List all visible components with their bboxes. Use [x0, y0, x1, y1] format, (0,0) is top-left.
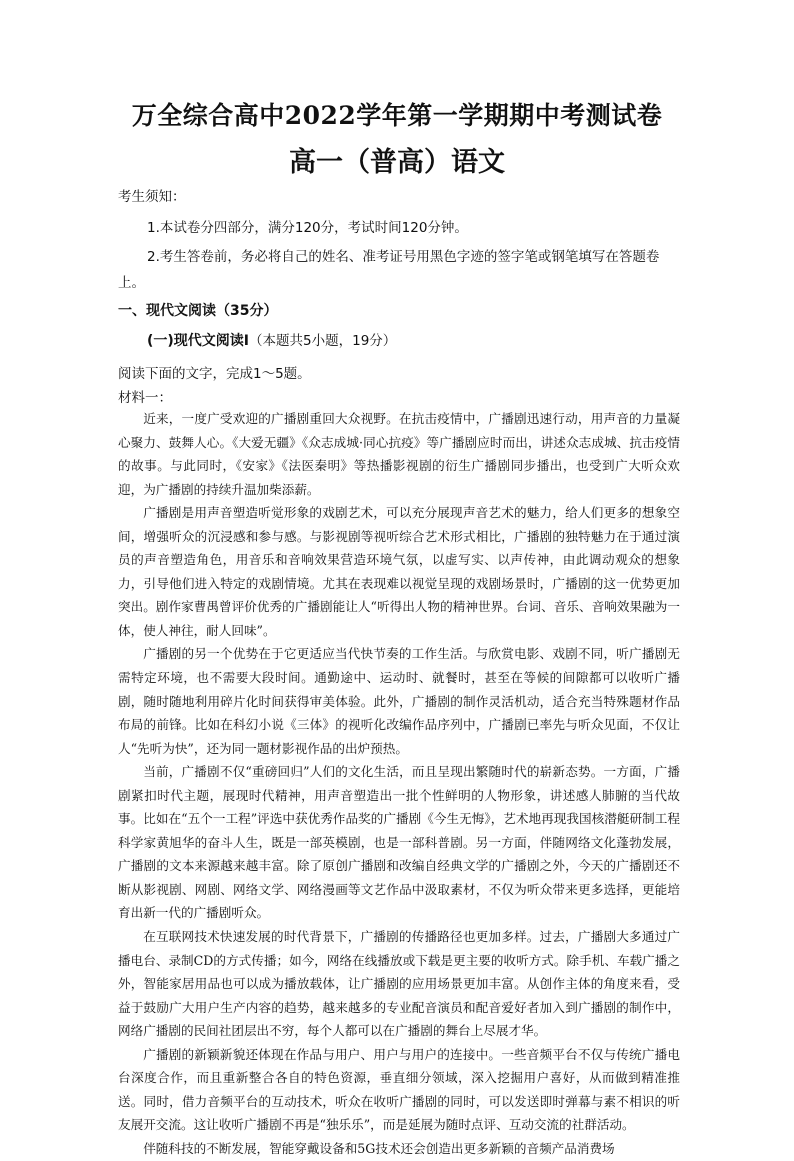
exam-subtitle: 高一（普高）语文: [289, 147, 505, 178]
material-paragraph-1: 近来，一度广受欢迎的广播剧重回大众视野。在抗击疫情中，广播剧迅速行动，用声音的力量凝心聚力、鼓舞人心。《大爱无疆》《众志成城·同心抗疫》等广播剧应时而出，讲述众志成城、抗击疫情的故事。与此同时，《安家》《法医秦明》等热播影视剧的衍生广播剧同步播出，也受到广大听众欢迎，为广播剧的持续升温加柴添薪。: [118, 411, 680, 497]
material-paragraph-4: 当前，广播剧不仅“重磅回归”人们的文化生活，而且呈现出繁随时代的崭新态势。一方面，广播剧紧扣时代主题，展现时代精神，用声音塑造出一批个性鲜明的人物形象，讲述感人肺腑的当代故事。比如在“五个一工程”评选中获优秀作品奖的广播剧《今生无悔》，艺术地再现我国核潜艇研制工程科学家黄旭华的奋斗人生，既是一部英模剧，也是一部科普剧。另一方面，伴随网络文化蓬勃发展，广播剧的文本来源越来越丰富。除了原创广播剧和改编自经典文学的广播剧之外，今天的广播剧还不断从影视剧、网剧、网络文学、网络漫画等文艺作品中汲取素材，不仅为听众带来更多选择，更能培育出新一代的广播剧听众。: [118, 764, 680, 921]
subsection-note: （本题共5小题，19分）: [249, 333, 397, 349]
notice-item-2-line-2: 上。: [118, 275, 145, 291]
section-title: 一、现代文阅读（35分）: [118, 303, 278, 319]
notice-label: 考生须知：: [118, 189, 186, 205]
material-paragraph-7: 伴随科技的不断发展，智能穿戴设备和5G技术还会创造出更多新颖的音频产品消费场: [143, 1140, 615, 1156]
material-paragraph-5: 在互联网技术快速发展的时代背景下，广播剧的传播路径也更加多样。过去，广播剧大多通过广播电台、录制CD的方式传播；如今，网络在线播放或下载是更主要的收听方式。除手机、车载广播之外，智能家居用品也可以成为播放载体，让广播剧的应用场景更加丰富。从创作主体的角度来看，受益于鼓励广大用户生产内容的趋势，越来越多的专业配音演员和配音爱好者加入到广播剧的制作中，网络广播剧的民间社团层出不穷，每个人都可以在广播剧的舞台上尽展才华。: [118, 929, 680, 1039]
exam-title: 万全综合高中2022学年第一学期期中考测试卷: [131, 101, 663, 130]
material-body: [118, 407, 680, 1161]
notice-item-1: 1.本试卷分四部分，满分120分，考试时间120分钟。: [147, 220, 468, 236]
subsection-title: (一)现代文阅读Ⅰ: [147, 333, 250, 349]
reading-instruction: 阅读下面的文字，完成1～5题。: [118, 366, 311, 382]
material-paragraph-6: 广播剧的新颖新貌还体现在作品与用户、用户与用户的连接中。一些音频平台不仅与传统广播电台深度合作，而且重新整合各自的特色资源，垂直细分领域，深入挖掘用户喜好，从而做到精准推送。同时，借力音频平台的互动技术，听众在收听广播剧的同时，可以发送即时弹幕与素不相识的听友展开交流。这让收听广播剧不再是“独乐乐”，而是延展为随时点评、互动交流的社群活动。: [118, 1046, 680, 1133]
notice-item-2-line-1: 2.考生答卷前，务必将自己的姓名、准考证号用黑色字迹的签字笔或钢笔填写在答题卷: [147, 249, 660, 265]
subsection-header: [147, 329, 707, 350]
material-paragraph-3: 广播剧的另一个优势在于它更适应当代快节奏的工作生活。与欣赏电影、戏剧不同，听广播剧无需特定环境，也不需要大段时间。通勤途中、运动时、就餐时，甚至在等候的间隙都可以收听广播剧，随时随地利用碎片化时间获得审美体验。此外，广播剧的制作灵活机动，适合充当特殊题材作品布局的前锋。比如在科幻小说《三体》的视听化改编作品序列中，广播剧已率先与听众见面，不仅让人“先听为快”，还为同一题材影视作品的出炉预热。: [118, 646, 680, 756]
material-label: 材料一：: [118, 390, 172, 406]
material-paragraph-2: 广播剧是用声音塑造听觉形象的戏剧艺术，可以充分展现声音艺术的魅力，给人们更多的想象空间，增强听众的沉浸感和参与感。与影视剧等视听综合艺术形式相比，广播剧的独特魅力在于通过演员的声音塑造角色，用音乐和音响效果营造环境气氛，以虚写实、以声传神，由此调动观众的想象力，引导他们进入特定的戏剧情境。尤其在表现难以视觉呈现的戏剧场景时，广播剧的这一优势更加突出。剧作家曹禺曾评价优秀的广播剧能让人“听得出人物的精神世界。台词、音乐、音响效果融为一体，使人神往，耐人回味”。: [118, 505, 680, 638]
